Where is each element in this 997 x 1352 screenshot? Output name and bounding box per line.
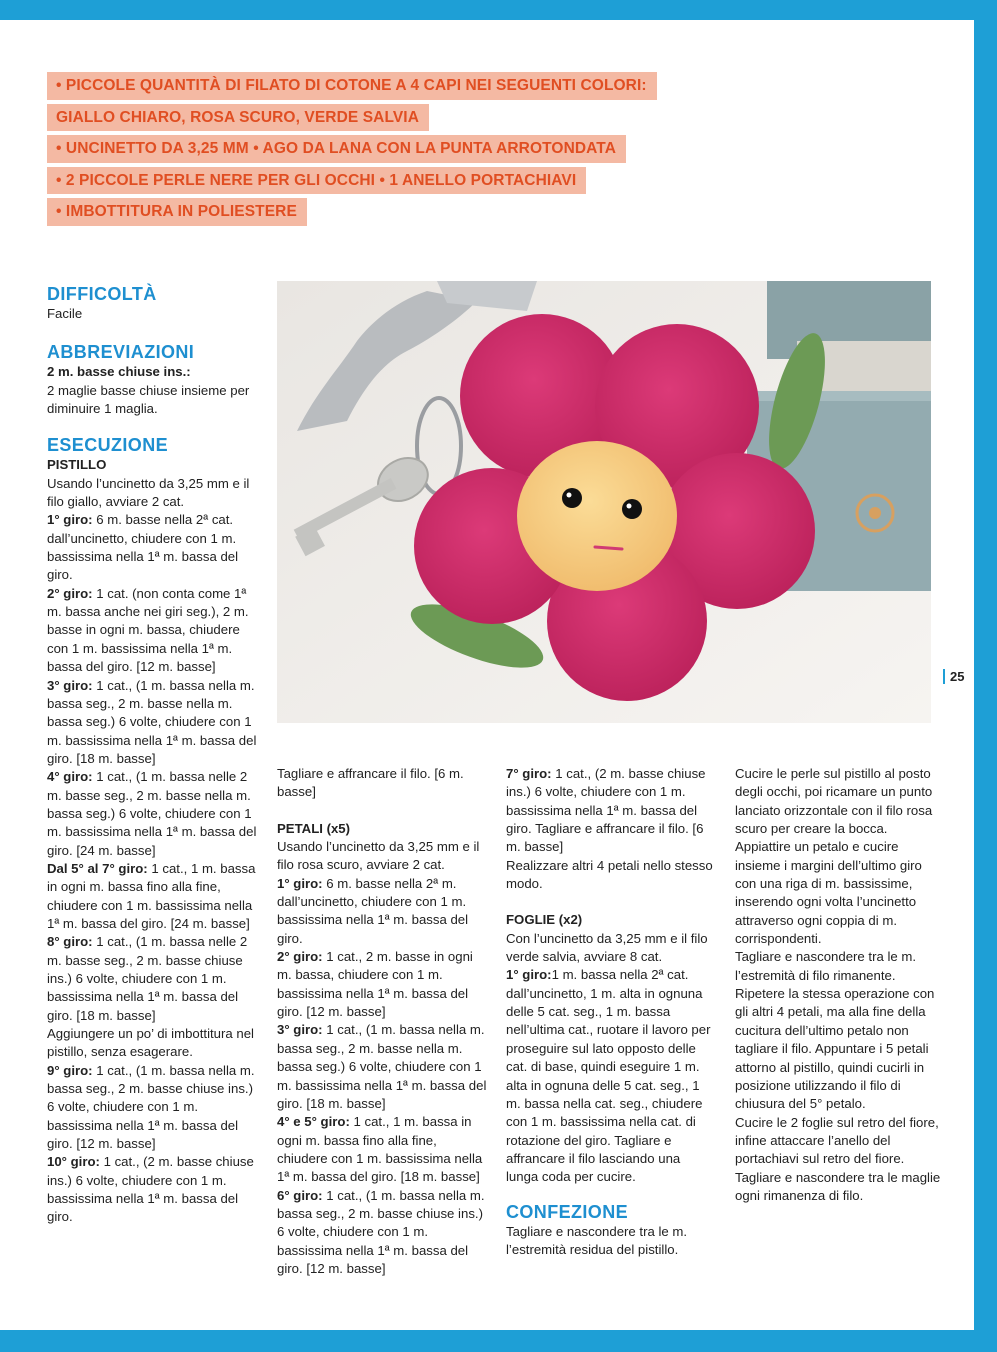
materials-line: • IMBOTTITURA IN POLIESTERE [47, 198, 307, 226]
pistillo-step [47, 585, 257, 677]
petali-step [277, 875, 487, 948]
pistillo-intro: Usando l’uncinetto da 3,25 mm e il filo giallo, avviare 2 cat. [47, 475, 250, 510]
step-text: 1 cat. (non conta come 1ª m. bassa anche nei giri seg.), 2 m. basse in ogni m. bassa, chiudere con 1 m. bassissima nella 1ª m. bassa del giro. [12 m. basse] [47, 585, 249, 675]
pistillo-note: Aggiungere un po’ di imbottitura nel pistillo, senza esagerare. [47, 1026, 254, 1060]
materials-list [47, 72, 657, 230]
step-label: 2° giro: [277, 949, 323, 965]
step-label: 4° giro: [47, 769, 93, 785]
flower-center [517, 441, 677, 591]
pistillo-end: Tagliare e affrancare il filo. [6 m. basse] [277, 766, 464, 800]
abbreviations-heading: ABBREVIAZIONI [47, 342, 195, 363]
petali-step [277, 1187, 487, 1279]
execution-heading: ESECUZIONE [47, 435, 169, 456]
step-label: 1° giro: [47, 512, 93, 528]
step-label: 3° giro: [47, 677, 93, 693]
column-2 [277, 765, 487, 1278]
confezione-heading: CONFEZIONE [506, 1201, 629, 1222]
column-1 [47, 283, 257, 1227]
petali-intro: Usando l’uncinetto da 3,25 mm e il filo rosa scuro, avviare 2 cat. [277, 839, 480, 873]
right-frame-bar [974, 0, 997, 1352]
step-label: Dal 5° al 7° giro: [47, 860, 148, 876]
confezione-paragraph: Tagliare e nascondere tra le m. l’estremità di filo rimanente. Ripetere la stessa operazione con gli altri 4 petali, ma alla fine della cucitura dell’ultimo petalo non tagliare il filo. Appuntare i 5 petali attorno al pistillo, quindi cucirli in posizione utilizzando il filo di chiusura del 5° petalo. [735, 949, 935, 1112]
foglie-heading: FOGLIE (x2) [506, 912, 583, 928]
foglie-intro: Con l’uncinetto da 3,25 mm e il filo verde salvia, avviare 8 cat. [506, 930, 708, 965]
step-text: 1 cat., 1 m. bassa in ogni m. bassa fino alla fine, chiudere con 1 m. bassissima nella 1ª m. bassa del giro. [24 m. basse] [47, 860, 256, 931]
step-text: 1 cat., (1 m. bassa nella m. bassa seg., 2 m. basse nella m. bassa seg.) 6 volte, chiudere con 1 m. bassissima nella 1ª m. bassa del giro. [18 m. basse] [47, 677, 257, 766]
step-label: 3° giro: [277, 1022, 323, 1038]
step-label: 4° e 5° giro: [277, 1114, 350, 1130]
materials-line: GIALLO CHIARO, ROSA SCURO, VERDE SALVIA [47, 104, 429, 132]
step-text: 1 cat., (1 m. bassa nella m. bassa seg., 2 m. basse chiuse ins.) 6 volte, chiudere con 1 m. bassissima nella 1ª m. bassa del giro. [12 m. basse] [277, 1187, 485, 1276]
abbreviation-definition: 2 maglie basse chiuse insieme per diminuire 1 maglia. [47, 382, 250, 417]
step-text: 1 cat., (1 m. bassa nella m. bassa seg., 2 m. basse nella m. bassa seg.) 6 volte, chiudere con 1 m. bassissima nella 1ª m. bassa del giro. [18 m. basse] [277, 1022, 487, 1111]
materials-line: • PICCOLE QUANTITÀ DI FILATO DI COTONE A 4 CAPI NEI SEGUENTI COLORI: [47, 72, 657, 100]
pistillo-heading: PISTILLO [47, 457, 107, 473]
petali-step [277, 948, 487, 1021]
step-text: 1 cat., (1 m. bassa nelle 2 m. basse seg., 2 m. basse chiuse ins.) 6 volte, chiudere con 1 m. bassissima nella 1ª m. bassa del giro. [18 m. basse] [47, 934, 248, 1023]
step-text: 1 cat., 1 m. bassa in ogni m. bassa fino alla fine, chiudere con 1 m. bassissima nella 1ª m. bassa del giro. [18 m. basse] [277, 1114, 483, 1185]
pistillo-step [47, 1153, 257, 1226]
abbreviation-term: 2 m. basse chiuse ins.: [47, 364, 191, 380]
pistillo-step [47, 768, 257, 860]
pistillo-step [47, 933, 257, 1025]
step-label: 6° giro: [277, 1187, 323, 1203]
eye-right [622, 499, 642, 519]
step-label: 2° giro: [47, 585, 93, 601]
column-3 [506, 765, 716, 1259]
mouth [595, 547, 622, 549]
petali-step [277, 1113, 487, 1186]
bottom-frame-bar [0, 1330, 997, 1352]
confezione-paragraph: Tagliare e nascondere tra le m. l’estremità residua del pistillo. [506, 1223, 688, 1257]
petali-step [506, 765, 716, 857]
confezione-paragraph: Cucire le 2 foglie sul retro del fiore, infine attaccare l’anello del portachiavi sul retro del fiore. Tagliare e nascondere tra le maglie ogni rimanenza di filo. [735, 1114, 941, 1203]
step-text: 6 m. basse nella 2ª cat. dall’uncinetto, chiudere con 1 m. bassissima nella 1ª m. bassa del giro. [47, 512, 239, 583]
step-label: 1° giro: [277, 875, 323, 891]
materials-line: • 2 PICCOLE PERLE NERE PER GLI OCCHI • 1 ANELLO PORTACHIAVI [47, 167, 586, 195]
petali-heading: PETALI (x5) [277, 820, 351, 836]
step-label: 7° giro: [506, 766, 552, 781]
abbreviation-entry [47, 363, 257, 418]
pistillo-step [47, 1062, 257, 1154]
step-text: 1 cat., 2 m. basse in ogni m. bassa, chiudere con 1 m. bassissima nella 1ª m. bassa del giro. [12 m. basse] [277, 949, 473, 1020]
pistillo-step [47, 677, 257, 769]
difficulty-value: Facile [47, 306, 83, 321]
foglie-step [506, 966, 716, 1186]
step-label: 1° giro: [506, 967, 552, 983]
step-text: 1 cat., (2 m. basse chiuse ins.) 6 volte, chiudere con 1 m. bassissima nella 1ª m. bassa del giro. [47, 1154, 254, 1225]
step-label: 8° giro: [47, 934, 93, 950]
pistillo-step [47, 511, 257, 584]
step-text: 1 cat., (1 m. bassa nelle 2 m. basse seg., 2 m. basse nella m. bassa seg.) 6 volte, chiudere con 1 m. bassissima nella 1ª m. bassa del giro. [24 m. basse] [47, 769, 257, 858]
column-4 [735, 765, 945, 1205]
petali-end: Realizzare altri 4 petali nello stesso modo. [506, 857, 713, 892]
step-text: 1 cat., (2 m. basse chiuse ins.) 6 volte, chiudere con 1 m. bassissima nella 1ª m. bassa del giro. Tagliare e affrancare il filo. [6 m. basse] [506, 766, 706, 855]
step-text: 1 cat., (1 m. bassa nella m. bassa seg., 2 m. basse chiuse ins.) 6 volte, chiudere con 1 m. bassissima nella 1ª m. bassa del giro. [12 m. basse] [47, 1062, 255, 1152]
materials-line: • UNCINETTO DA 3,25 MM • AGO DA LANA CON LA PUNTA ARROTONDATA [47, 135, 626, 163]
confezione-paragraph: Appiattire un petalo e cucire insieme i margini dell’ultimo giro con una riga di m. bassissime, inserendo ogni volta l’uncinetto attraverso ogni coppia di m. corrispondenti. [735, 839, 922, 947]
difficulty-heading: DIFFICOLTÀ [47, 284, 157, 304]
petali-step [277, 1021, 487, 1113]
confezione-paragraph: Cucire le perle sul pistillo al posto degli occhi, poi ricamare un punto lanciato orizzontale con il filo rosa scuro per creare la bocca. [735, 766, 933, 837]
flower-keychain-photo [277, 281, 931, 723]
top-frame-bar [0, 0, 997, 20]
step-text: 6 m. basse nella 2ª m. dall’uncinetto, chiudere con 1 m. bassissima nella 1ª m. bassa del giro. [277, 875, 469, 946]
step-text: 1 m. bassa nella 2ª cat. dall’uncinetto, 1 m. alta in ognuna delle 5 cat. seg., 1 m. bassa nell’ultima cat., ruotare il lavoro per proseguire sul lato opposto delle cat. di base, quindi eseguire 1 m. alta in ognuna delle 5 cat. seg., 1 m. bassa nella cat. seg., chiudere con 1 m. bassissima nella cat. di rotazione del giro. Tagliare e affrancare il filo lasciando una lunga coda per cucire. [506, 967, 711, 1185]
eye-left [562, 488, 582, 508]
page-number: 25 [943, 669, 964, 684]
pistillo-step [47, 860, 257, 933]
step-label: 9° giro: [47, 1062, 93, 1078]
step-label: 10° giro: [47, 1154, 100, 1170]
